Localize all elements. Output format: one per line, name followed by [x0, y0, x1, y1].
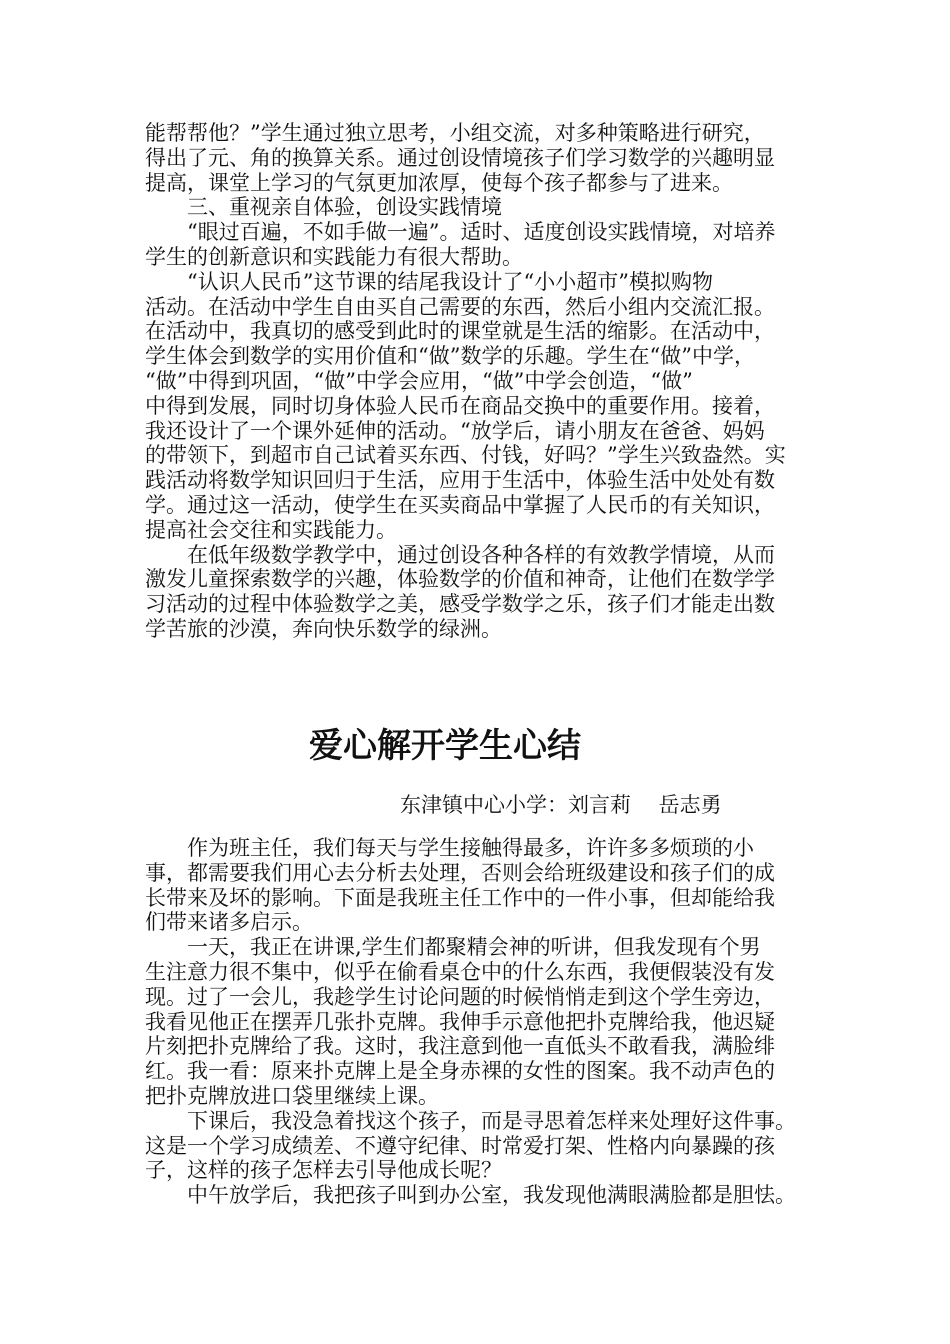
text-line: “眼过百遍，不如手做一遍”。适时、适度创设实践情境，对培养 — [145, 220, 776, 245]
text-line: 事，都需要我们用心去分析去处理，否则会给班级建设和孩子们的成 — [145, 860, 775, 885]
text-line: 的带领下，到超市自己试着买东西、付钱，好吗？”学生兴致盎然。实 — [145, 443, 786, 468]
text-line: 片刻把扑克牌给了我。这时，我注意到他一直低头不敢看我，满脸绯 — [145, 1034, 775, 1059]
text-line: 激发儿童探索数学的兴趣，体验数学的价值和神奇，让他们在数学学 — [145, 567, 775, 592]
text-line: 活动。在活动中学生自由买自己需要的东西，然后小组内交流汇报。 — [145, 294, 775, 319]
text-line: 们带来诸多启示。 — [145, 910, 313, 935]
text-line: 子，这样的孩子怎样去引导他成长呢？ — [145, 1158, 502, 1183]
text-line: 把扑克牌放进口袋里继续上课。 — [145, 1084, 439, 1108]
text-line: 长带来及坏的影响。下面是我班主任工作中的一件小事，但却能给我 — [145, 885, 775, 910]
text-line: 生注意力很不集中，似乎在偷看桌仓中的什么东西，我便假装没有发 — [145, 960, 775, 984]
text-line: “认识人民币”这节课的结尾我设计了“小小超市”模拟购物 — [145, 269, 713, 294]
text-line: 学生的创新意识和实践能力有很大帮助。 — [145, 245, 523, 269]
text-line: 学生体会到数学的实用价值和“做”数学的乐趣。学生在“做”中学， — [145, 344, 755, 369]
text-line: 中得到发展，同时切身体验人民币在商品交换中的重要作用。接着， — [145, 393, 775, 418]
text-line: 三、重视亲自体验，创设实践情境 — [145, 195, 502, 220]
text-line: 学。通过这一活动，使学生在买卖商品中掌握了人民币的有关知识， — [145, 493, 775, 517]
text-line: 我还设计了一个课外延伸的活动。“放学后，请小朋友在爸爸、妈妈 — [145, 418, 765, 443]
text-line: 学苦旅的沙漠，奔向快乐数学的绿洲。 — [145, 617, 502, 641]
text-line: 践活动将数学知识回归于生活，应用于生活中，体验生活中处处有数 — [145, 468, 775, 493]
text-line: 现。过了一会儿，我趁学生讨论问题的时候悄悄走到这个学生旁边， — [145, 984, 775, 1009]
text-line: 提高，课堂上学习的气氛更加浓厚，使每个孩子都参与了进来。 — [145, 170, 733, 195]
text-line: 红。我一看：原来扑克牌上是全身赤裸的女性的图案。我不动声色的 — [145, 1059, 775, 1084]
article-byline: 东津镇中心小学：刘言莉 岳志勇 — [400, 793, 722, 817]
text-line: 中午放学后，我把孩子叫到办公室，我发现他满眼满脸都是胆怯。 — [145, 1183, 796, 1208]
text-line: 这是一个学习成绩差、不遵守纪律、时常爱打架、性格内向暴躁的孩 — [145, 1133, 775, 1158]
text-line: 提高社会交往和实践能力。 — [145, 517, 397, 542]
text-line: 作为班主任，我们每天与学生接触得最多，许许多多烦琐的小 — [145, 836, 754, 860]
text-line: 下课后，我没急着找这个孩子，而是寻思着怎样来处理好这件事。 — [145, 1108, 796, 1133]
text-line: 我看见他正在摆弄几张扑克牌。我伸手示意他把扑克牌给我，他迟疑 — [145, 1009, 775, 1034]
text-line: 一天，我正在讲课,学生们都聚精会神的听讲，但我发现有个男 — [145, 935, 761, 960]
article-title: 爱心解开学生心结 — [309, 726, 581, 766]
text-line: 得出了元、角的换算关系。通过创设情境孩子们学习数学的兴趣明显 — [145, 145, 775, 170]
text-line: 在低年级数学教学中，通过创设各种各样的有效教学情境，从而 — [145, 542, 775, 567]
text-line: 能帮帮他？”学生通过独立思考，小组交流，对多种策略进行研究， — [145, 121, 765, 145]
text-line: “做”中得到巩固，“做”中学会应用，“做”中学会创造，“做” — [145, 369, 693, 393]
text-line: 在活动中，我真切的感受到此时的课堂就是生活的缩影。在活动中， — [145, 319, 775, 344]
text-line: 习活动的过程中体验数学之美，感受学数学之乐，孩子们才能走出数 — [145, 592, 775, 617]
